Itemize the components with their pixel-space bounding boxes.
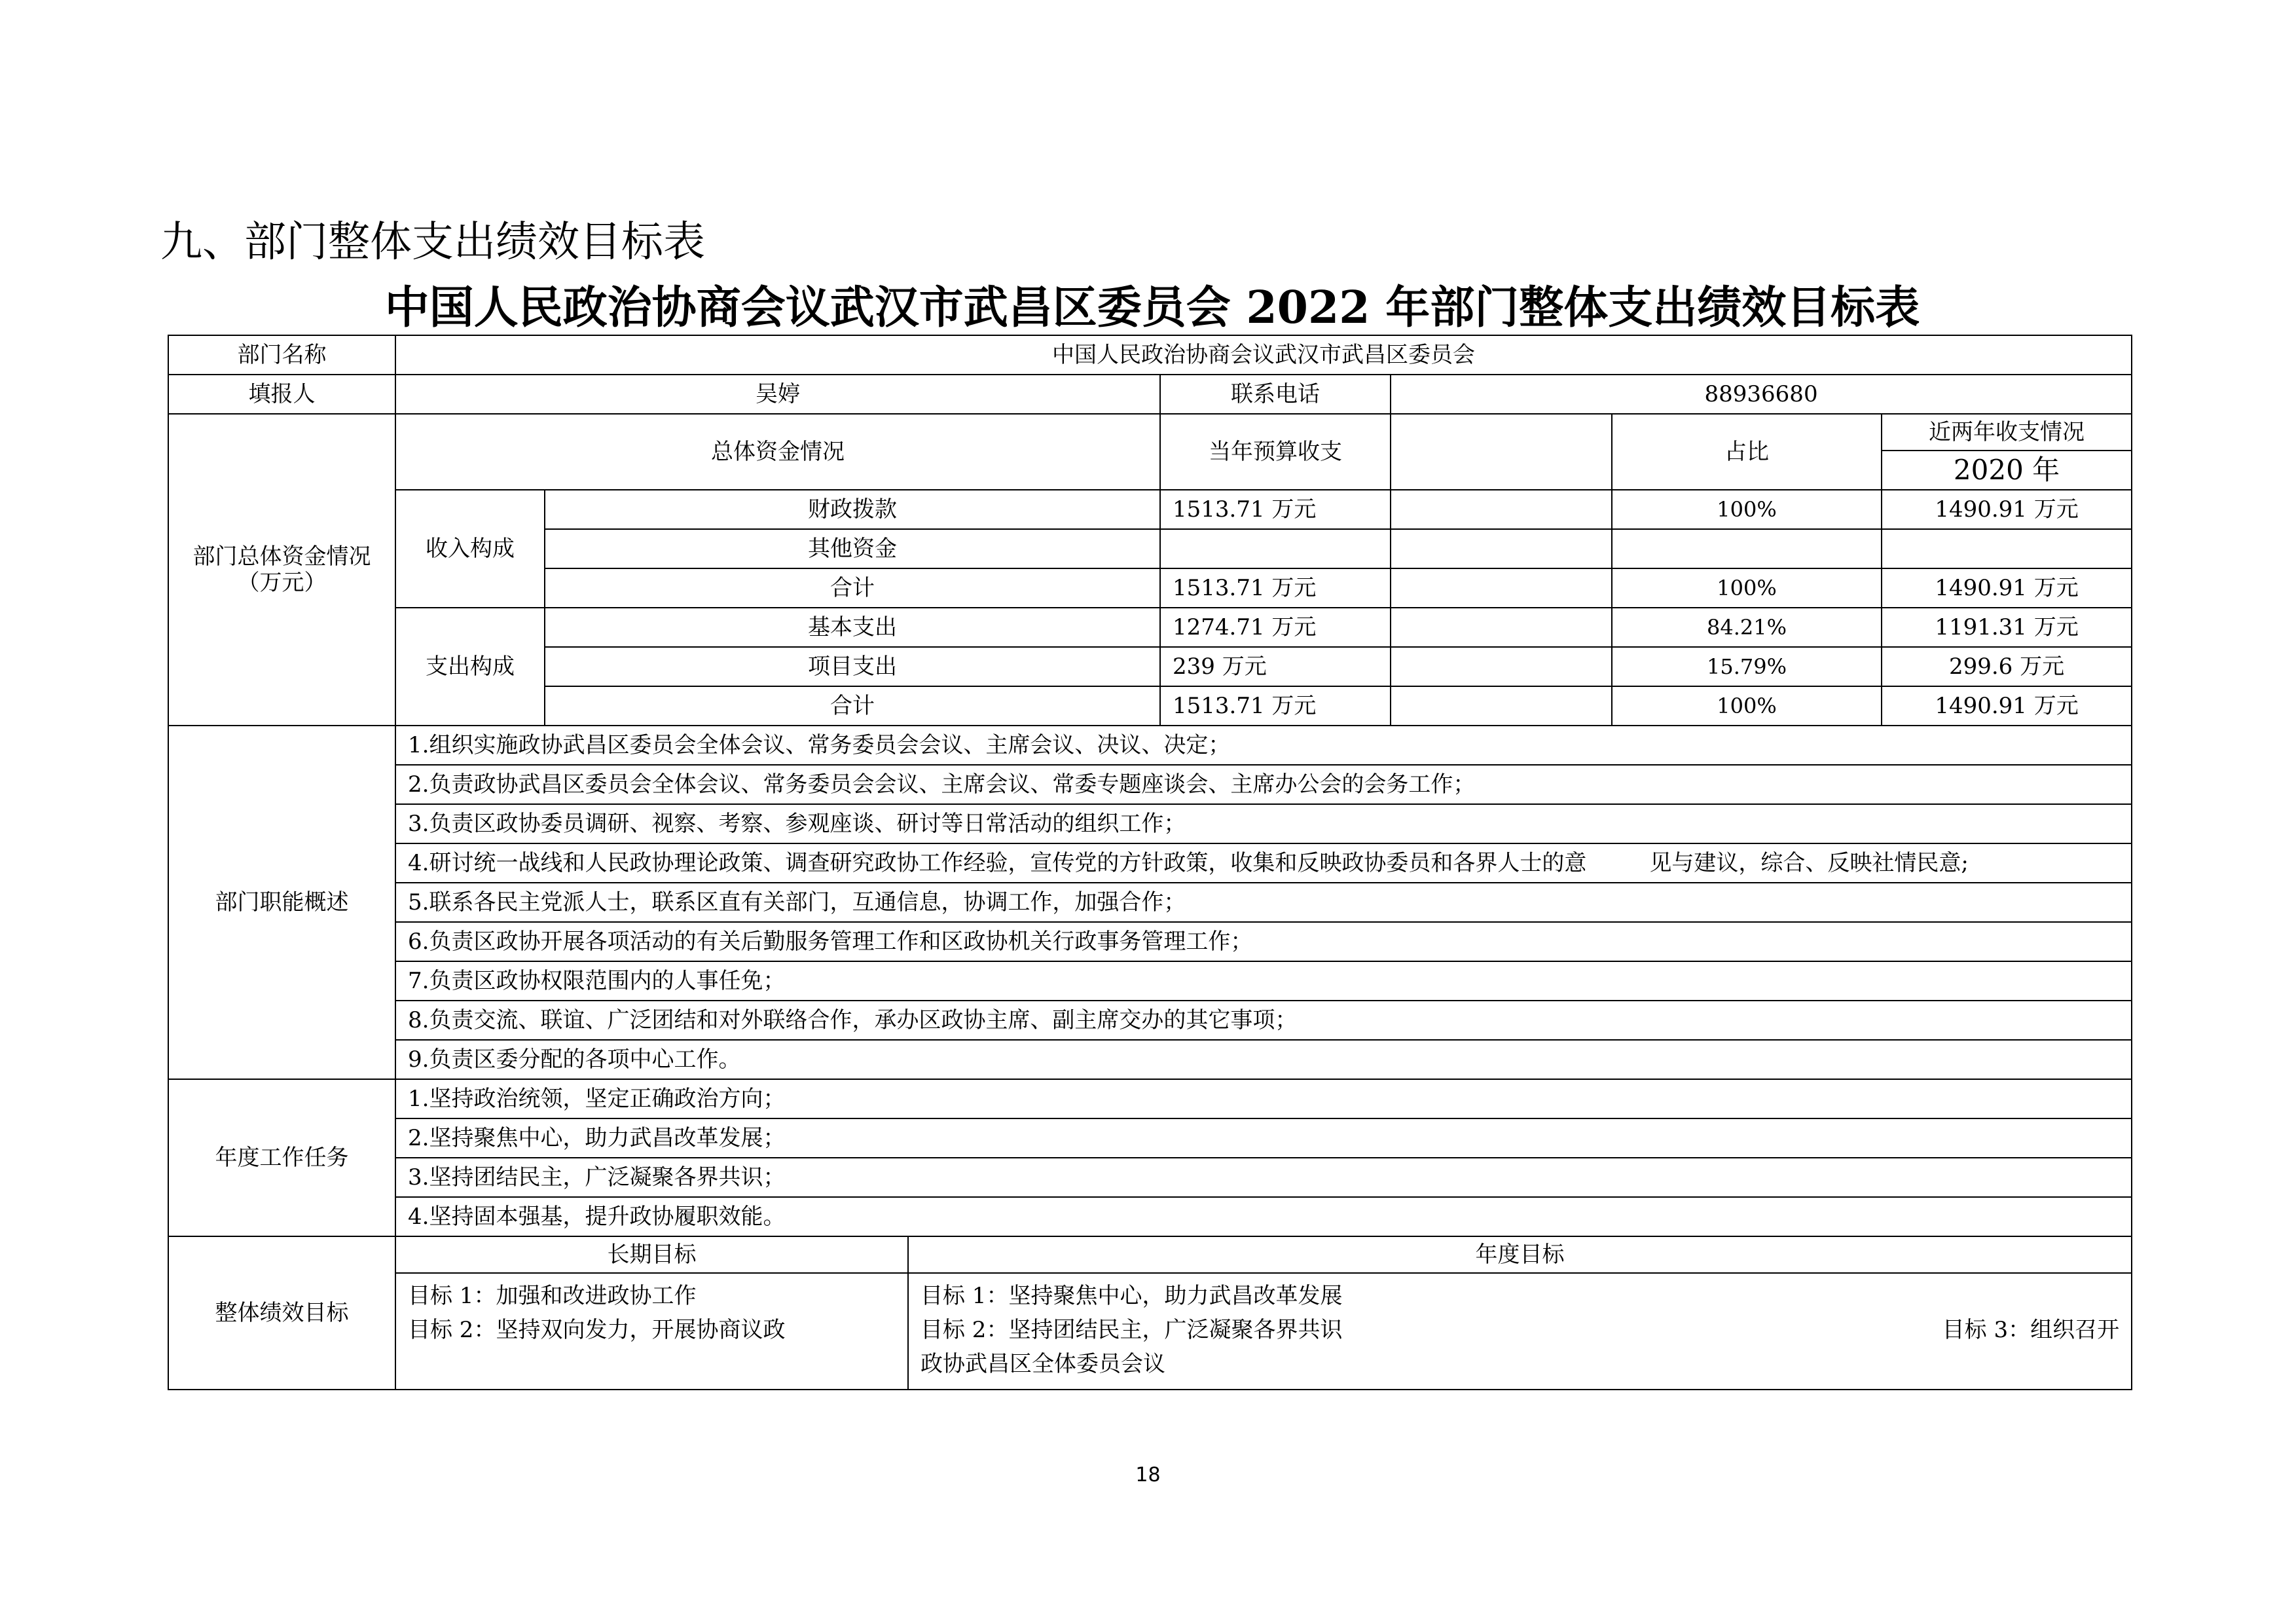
value-2020: 1191.31 万元 (1882, 608, 2132, 647)
income-label: 收入构成 (395, 490, 545, 608)
table-row (168, 961, 2132, 1001)
function-item: 1.组织实施政协武昌区委员会全体会议、常务委员会会议、主席会议、决议、决定； (395, 726, 2132, 765)
table-row (168, 765, 2132, 804)
table-row (168, 1273, 2132, 1390)
table-row (168, 1040, 2132, 1079)
expense-label: 支出构成 (395, 608, 545, 726)
blank-cell (1391, 608, 1612, 647)
page-title: 中国人民政治协商会议武汉市武昌区委员会 2022 年部门整体支出绩效目标表 (384, 282, 1920, 334)
budget-value: 239 万元 (1160, 647, 1391, 686)
value-2020: 1490.91 万元 (1882, 686, 2132, 726)
funds-section-title: 部门总体资金情况 (192, 544, 371, 570)
table-row (168, 843, 2132, 883)
function-item: 6.负责区政协开展各项活动的有关后勤服务管理工作和区政协机关行政事务管理工作； (395, 922, 2132, 961)
blank-cell (1391, 647, 1612, 686)
function-item: 2.负责政协武昌区委员会全体会议、常务委员会会议、主席会议、常委专题座谈会、主席办公会的会务工作； (395, 765, 2132, 804)
item-name: 基本支出 (545, 608, 1160, 647)
table-row (168, 414, 2132, 451)
dept-name-label: 部门名称 (168, 335, 395, 375)
functions-label: 部门职能概述 (168, 726, 395, 1079)
filler-value: 吴婷 (395, 375, 1160, 414)
header-budget: 当年预算收支 (1160, 414, 1391, 490)
item-name: 财政拨款 (545, 490, 1160, 529)
table-row (168, 375, 2132, 414)
header-ratio: 占比 (1612, 414, 1882, 490)
table-row (168, 922, 2132, 961)
long-term-header: 长期目标 (395, 1236, 908, 1273)
table-row (168, 608, 2132, 647)
annual-target-row (920, 1313, 2119, 1347)
budget-value: 1513.71 万元 (1160, 490, 1391, 529)
table-row (168, 804, 2132, 843)
value-2020: 1490.91 万元 (1882, 490, 2132, 529)
table-row (168, 726, 2132, 765)
annual-target-3-part-1: 目标 3：组织召开 (1942, 1317, 2120, 1343)
task-item: 4.坚持固本强基，提升政协履职效能。 (395, 1197, 2132, 1236)
annual-target: 目标 2：坚持团结民主，广泛凝聚各界共识 (920, 1317, 1343, 1343)
budget-value: 1513.71 万元 (1160, 686, 1391, 726)
budget-value: 1513.71 万元 (1160, 568, 1391, 608)
phone-label: 联系电话 (1160, 375, 1391, 414)
function-item-4-part-1: 4.研讨统一战线和人民政协理论政策、调查研究政协工作经验，宣传党的方针政策，收集和反映政协委员和各界人士的意 (408, 850, 1587, 876)
task-item: 1.坚持政治统领，坚定正确政治方向； (395, 1079, 2132, 1118)
annual-targets (908, 1273, 2132, 1390)
funds-section-unit: （万元） (237, 570, 327, 596)
table-row (168, 1197, 2132, 1236)
tasks-label: 年度工作任务 (168, 1079, 395, 1236)
header-year-2020: 2020 年 (1882, 451, 2132, 490)
value-2020: 1490.91 万元 (1882, 568, 2132, 608)
value-2020 (1882, 529, 2132, 568)
long-term-target: 目标 1：加强和改进政协工作 (408, 1283, 697, 1309)
ratio-value: 15.79% (1612, 647, 1882, 686)
table-row (168, 1158, 2132, 1197)
performance-target-table (168, 335, 2132, 1390)
function-item: 8.负责交流、联谊、广泛团结和对外联络合作，承办区政协主席、副主席交办的其它事项； (395, 1001, 2132, 1040)
item-name: 项目支出 (545, 647, 1160, 686)
long-term-targets (395, 1273, 908, 1390)
blank-cell (1391, 529, 1612, 568)
ratio-value: 84.21% (1612, 608, 1882, 647)
blank-cell (1391, 568, 1612, 608)
item-name: 合计 (545, 686, 1160, 726)
blank-cell (1391, 490, 1612, 529)
ratio-value: 100% (1612, 490, 1882, 529)
function-item: 5.联系各民主党派人士，联系区直有关部门，互通信息，协调工作，加强合作； (395, 883, 2132, 922)
section-heading: 九、部门整体支出绩效目标表 (160, 218, 705, 267)
function-item: 9.负责区委分配的各项中心工作。 (395, 1040, 2132, 1079)
table-row (168, 1001, 2132, 1040)
value-2020: 299.6 万元 (1882, 647, 2132, 686)
long-term-target: 目标 2：坚持双向发力，开展协商议政 (408, 1317, 786, 1343)
table-row (168, 490, 2132, 529)
page-number: 18 (1135, 1464, 1161, 1486)
funds-section-label (168, 414, 395, 726)
function-item-4-part-2: 见与建议，综合、反映社情民意; (1649, 850, 1969, 876)
task-item: 3.坚持团结民主，广泛凝聚各界共识； (395, 1158, 2132, 1197)
table-row (168, 1236, 2132, 1273)
annual-target-3-part-2: 政协武昌区全体委员会议 (920, 1351, 1165, 1377)
table-row (168, 1079, 2132, 1118)
budget-value: 1274.71 万元 (1160, 608, 1391, 647)
function-item: 3.负责区政协委员调研、视察、考察、参观座谈、研讨等日常活动的组织工作； (395, 804, 2132, 843)
annual-target: 目标 1：坚持聚焦中心，助力武昌改革发展 (920, 1283, 1343, 1309)
function-item (395, 843, 2132, 883)
budget-value (1160, 529, 1391, 568)
blank-cell (1391, 686, 1612, 726)
task-item: 2.坚持聚焦中心，助力武昌改革发展； (395, 1118, 2132, 1158)
ratio-value (1612, 529, 1882, 568)
table-row (168, 1118, 2132, 1158)
item-name: 合计 (545, 568, 1160, 608)
header-overall-funds: 总体资金情况 (395, 414, 1160, 490)
table-row (168, 335, 2132, 375)
function-item: 7.负责区政协权限范围内的人事任免； (395, 961, 2132, 1001)
ratio-value: 100% (1612, 568, 1882, 608)
header-blank (1391, 414, 1612, 490)
filler-label: 填报人 (168, 375, 395, 414)
annual-header: 年度目标 (908, 1236, 2132, 1273)
header-recent: 近两年收支情况 (1882, 414, 2132, 451)
performance-label: 整体绩效目标 (168, 1236, 395, 1390)
ratio-value: 100% (1612, 686, 1882, 726)
dept-name-value: 中国人民政治协商会议武汉市武昌区委员会 (395, 335, 2132, 375)
item-name: 其他资金 (545, 529, 1160, 568)
phone-value: 88936680 (1391, 375, 2132, 414)
table-row (168, 883, 2132, 922)
